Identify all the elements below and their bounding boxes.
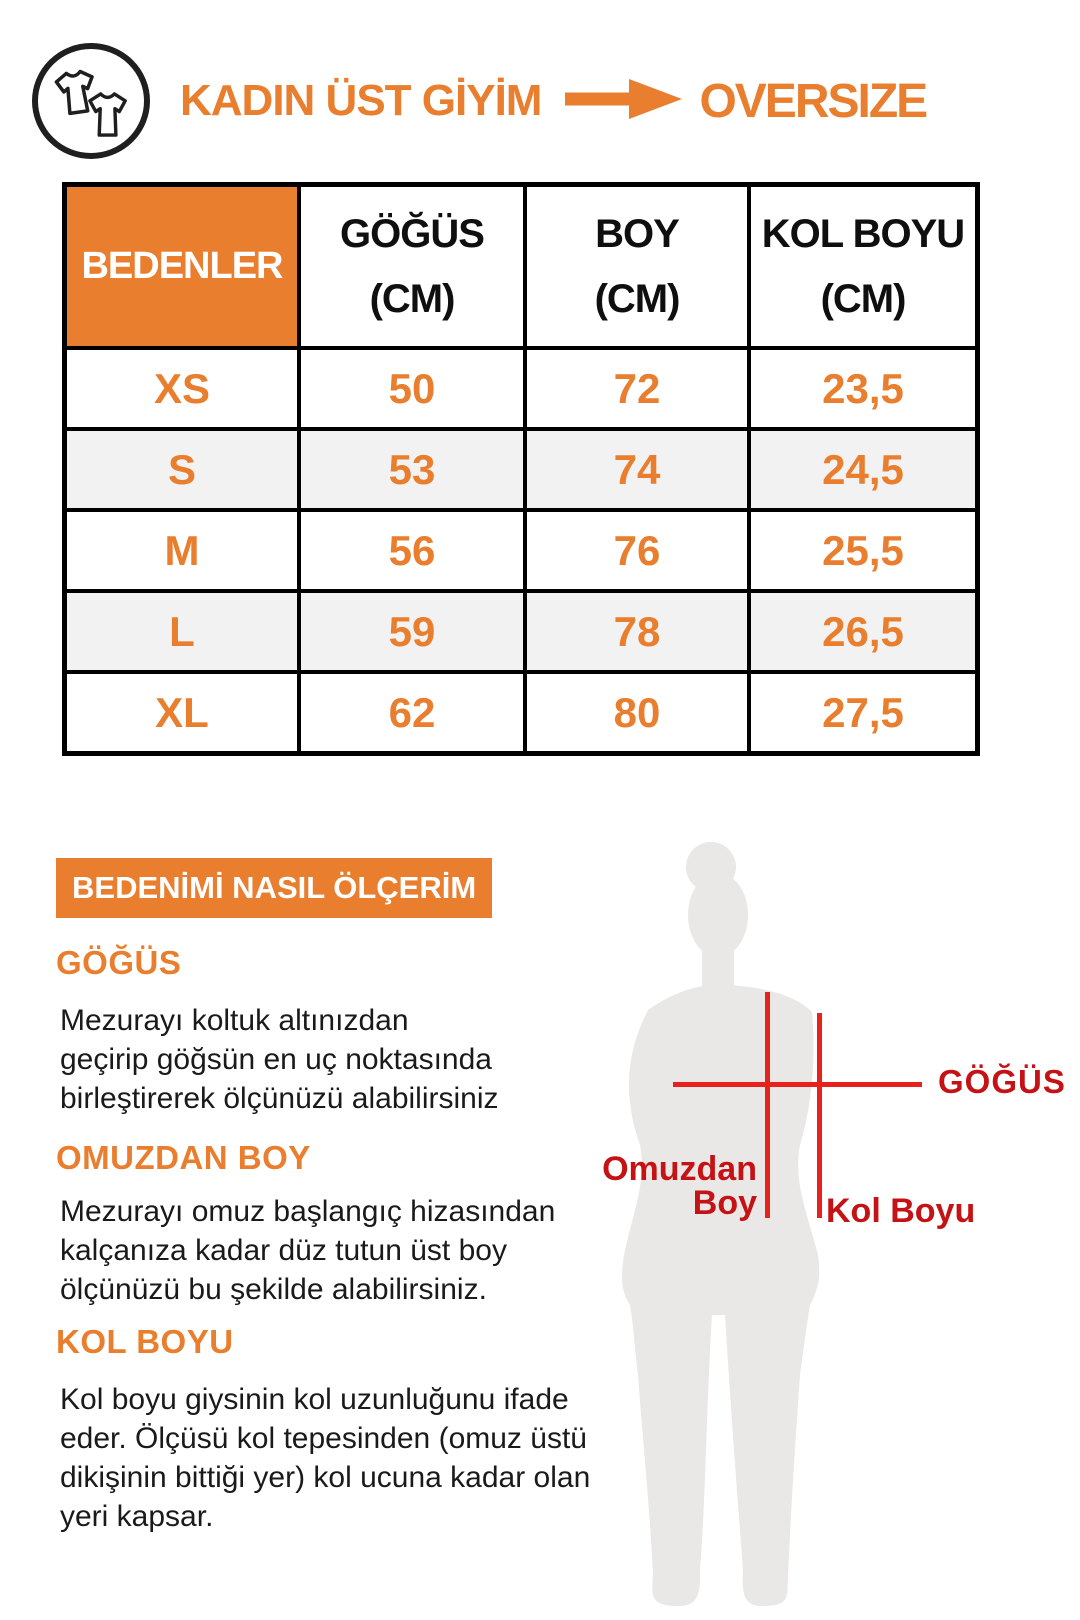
guide-text-line: Kol boyu giysinin kol uzunluğunu ifade <box>60 1383 569 1416</box>
table-cell-size: L <box>67 593 297 670</box>
table-cell-size: M <box>67 512 297 589</box>
column-unit: (CM) <box>594 276 680 321</box>
chest-label: GÖĞÜS <box>938 1063 1066 1100</box>
arrow-right-icon <box>565 76 685 127</box>
sleeve-label: Kol Boyu <box>826 1192 976 1230</box>
guide-text-line: dikişinin bittiği yer) kol ucuna kadar olan <box>60 1461 591 1494</box>
guide-text-line: kalçanıza kadar düz tutun üst boy <box>60 1234 507 1267</box>
table-header-chest <box>301 187 523 346</box>
table-cell-sleeve: 24,5 <box>751 431 975 508</box>
measurement-figure <box>560 815 1080 1620</box>
table-cell-chest: 53 <box>301 431 523 508</box>
table-cell-chest: 50 <box>301 350 523 427</box>
guide-heading-sleeve: KOL BOYU <box>56 1323 234 1360</box>
column-label: BOY <box>595 211 679 256</box>
table-cell-chest: 56 <box>301 512 523 589</box>
guide-text-shoulder-length <box>56 1192 624 1309</box>
chest-measure-line <box>673 1082 922 1087</box>
guide-banner: BEDENİMİ NASIL ÖLÇERİM <box>56 858 492 918</box>
table-cell-length: 72 <box>527 350 747 427</box>
guide-text-line: Mezurayı omuz başlangıç hizasından <box>60 1195 556 1228</box>
table-cell-length: 76 <box>527 512 747 589</box>
guide-text-line: geçirip göğsün en uç noktasında <box>60 1043 492 1076</box>
measure-guide <box>56 858 624 1536</box>
table-cell-size: S <box>67 431 297 508</box>
guide-text-chest <box>56 1001 624 1118</box>
table-cell-length: 78 <box>527 593 747 670</box>
column-unit: (CM) <box>369 276 455 321</box>
shoulder-length-measure-line <box>765 992 770 1218</box>
shoulder-length-label-line1: Omuzdan <box>602 1150 757 1188</box>
tshirts-icon <box>30 42 152 160</box>
column-unit: (CM) <box>820 276 906 321</box>
table-cell-size: XS <box>67 350 297 427</box>
header <box>30 42 926 160</box>
table-cell-size: XL <box>67 674 297 751</box>
table-header-sleeve <box>751 187 975 346</box>
table-cell-length: 80 <box>527 674 747 751</box>
sleeve-measure-line <box>817 1013 822 1218</box>
guide-text-line: ölçünüzü bu şekilde alabilirsiniz. <box>60 1273 487 1306</box>
table-cell-chest: 62 <box>301 674 523 751</box>
size-table <box>62 182 980 756</box>
guide-text-line: eder. Ölçüsü kol tepesinden (omuz üstü <box>60 1422 587 1455</box>
table-header-sizes: BEDENLER <box>67 187 297 346</box>
guide-heading-chest: GÖĞÜS <box>56 944 182 981</box>
shoulder-length-label-line2: Boy <box>692 1184 757 1222</box>
guide-heading-shoulder-length: OMUZDAN BOY <box>56 1139 311 1176</box>
guide-text-sleeve <box>56 1380 624 1536</box>
column-label: GÖĞÜS <box>340 211 484 256</box>
table-header-length <box>527 187 747 346</box>
table-cell-length: 74 <box>527 431 747 508</box>
table-cell-sleeve: 27,5 <box>751 674 975 751</box>
column-label: KOL BOYU <box>761 211 965 256</box>
table-cell-chest: 59 <box>301 593 523 670</box>
table-cell-sleeve: 23,5 <box>751 350 975 427</box>
table-cell-sleeve: 25,5 <box>751 512 975 589</box>
guide-text-line: yeri kapsar. <box>60 1500 214 1533</box>
page-title: KADIN ÜST GİYİM <box>180 76 542 125</box>
guide-text-line: Mezurayı koltuk altınızdan <box>60 1004 409 1037</box>
category-title: OVERSIZE <box>699 74 927 128</box>
table-cell-sleeve: 26,5 <box>751 593 975 670</box>
guide-text-line: birleştirerek ölçünüzü alabilirsiniz <box>60 1082 499 1115</box>
